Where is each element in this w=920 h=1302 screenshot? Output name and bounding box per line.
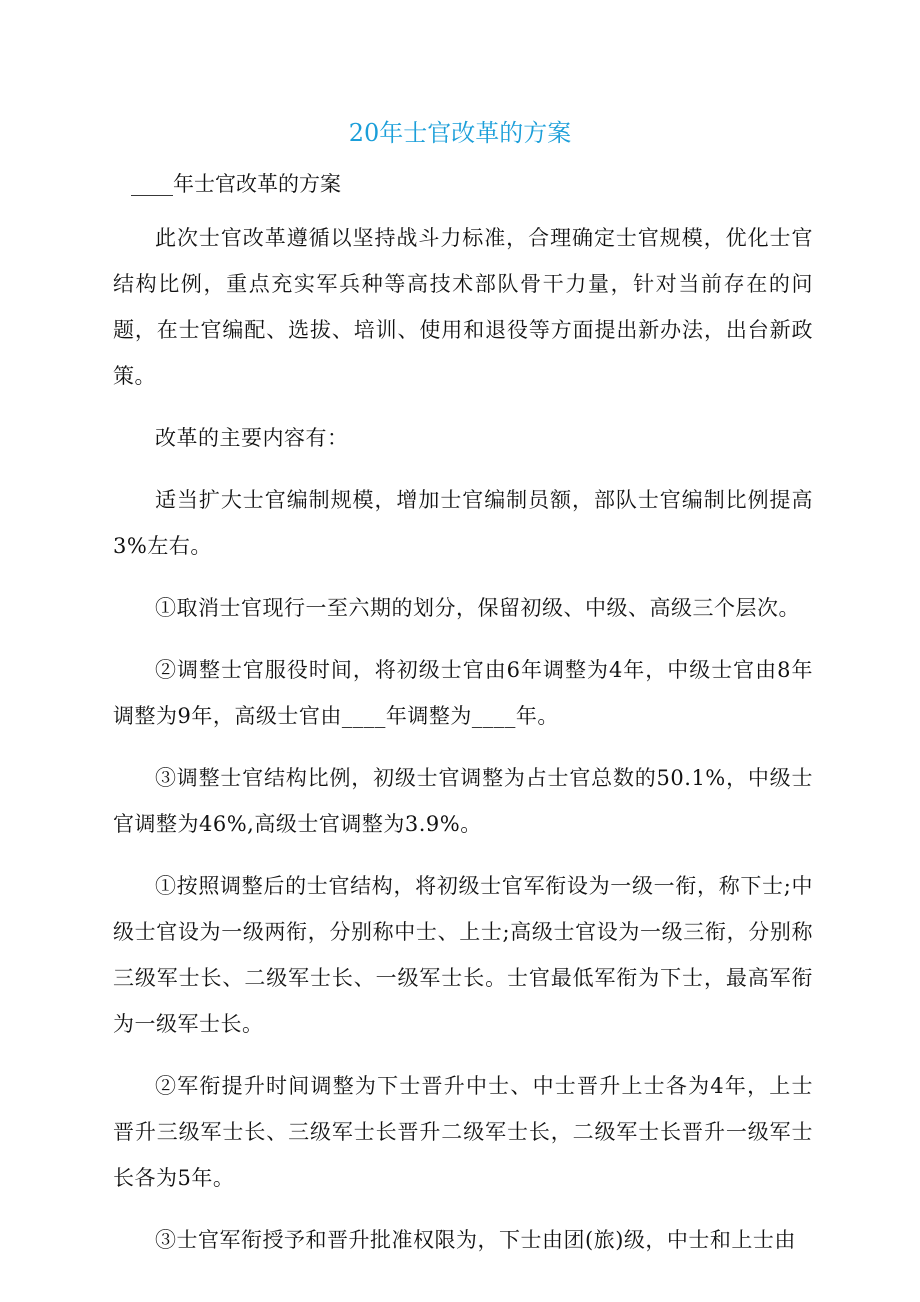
- paragraph-promotion-time: ②军衔提升时间调整为下士晋升中士、中士晋升上士各为4年，上士晋升三级军士长、三级军士长晋升二级军士长，二级军士长晋升一级军士长各为5年。: [113, 1074, 813, 1190]
- document-body: [113, 215, 813, 1279]
- document-title: 20年士官改革的方案: [348, 119, 572, 147]
- paragraph-rank-structure: ①按照调整后的士官结构，将初级士官军衔设为一级一衔，称下士;中级士官设为一级两衔，分别称中士、上士;高级士官设为一级三衔，分别称三级军士长、二级军士长、一级军士长。士官最低军衔为下士，最高军衔为一级军士长。: [113, 874, 813, 1036]
- paragraph-intro: 此次士官改革遵循以坚持战斗力标准，合理确定士官规模，优化士官结构比例，重点充实军兵种等高技术部队骨干力量，针对当前存在的问题，在士官编配、选拔、培训、使用和退役等方面提出新办法，出台新政策。: [113, 226, 813, 388]
- paragraph-service-time: ②调整士官服役时间，将初级士官由6年调整为4年，中级士官由8年调整为9年，高级士官由____年调整为____年。: [113, 658, 813, 728]
- paragraph-levels: ①取消士官现行一至六期的划分，保留初级、中级、高级三个层次。: [155, 596, 800, 620]
- paragraph-main-content-heading: 改革的主要内容有：: [155, 426, 349, 450]
- paragraph-scale: 适当扩大士官编制规模，增加士官编制员额，部队士官编制比例提高3%左右。: [113, 488, 813, 558]
- document-subtitle: ____年士官改革的方案: [131, 172, 341, 196]
- paragraph-structure-ratio: ③调整士官结构比例，初级士官调整为占士官总数的50.1%，中级士官调整为46%,高级士官调整为3.9%。: [113, 766, 813, 836]
- paragraph-approval-authority: ③士官军衔授予和晋升批准权限为，下士由团(旅)级，中士和上士由: [155, 1228, 796, 1252]
